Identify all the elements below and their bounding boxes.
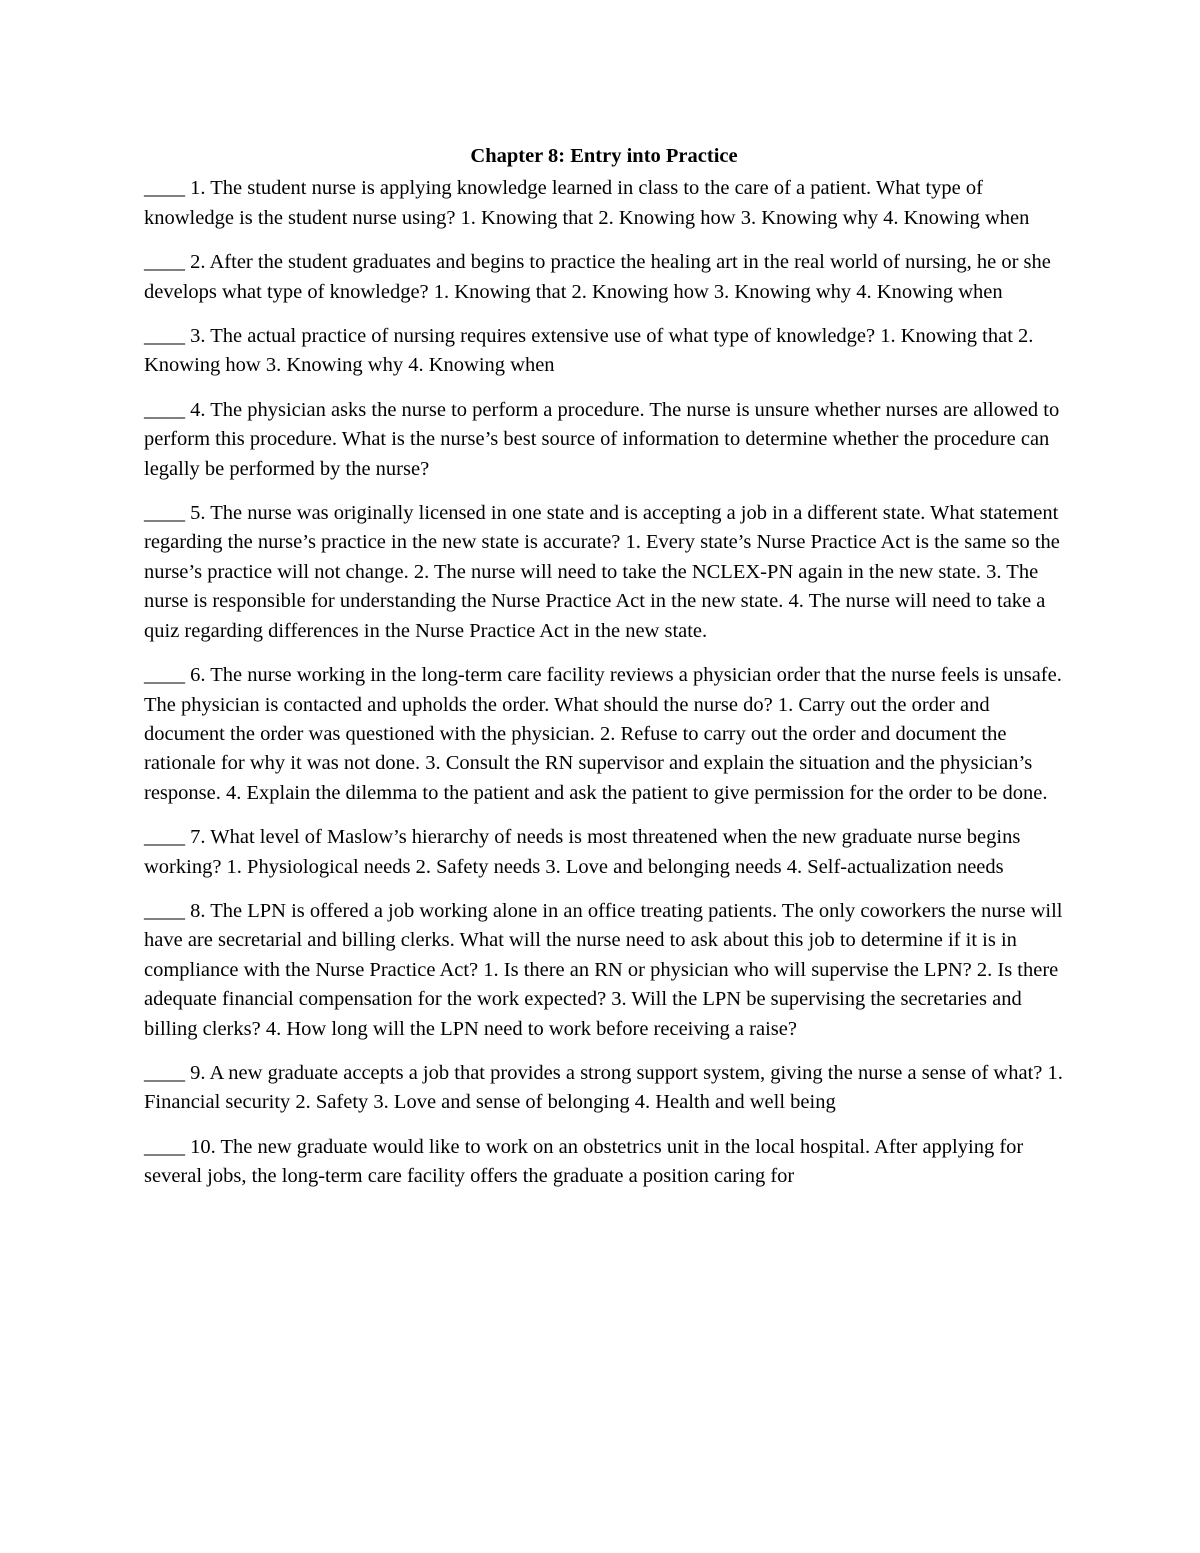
question-2: ____ 2. After the student graduates and begins to practice the healing art in the real world of nursing, he or she develops what type of knowledge? 1. Knowing that 2. Knowing how 3. Knowing why 4. Knowing when	[144, 251, 1051, 303]
question-8: ____ 8. The LPN is offered a job working alone in an office treating patients. The only coworkers the nurse will have are secretarial and billing clerks. What will the nurse need to ask about this job to determine if it is in compliance with the Nurse Practice Act? 1. Is there an RN or physician who will supervise the LPN? 2. Is there adequate financial compensation for the work expected? 3. Will the LPN be supervising the secretaries and billing clerks? 4. How long will the LPN need to work before receiving a raise?	[144, 899, 1063, 1040]
question-6: ____ 6. The nurse working in the long-term care facility reviews a physician order that the nurse feels is unsafe. The physician is contacted and upholds the order. What should the nurse do? 1. Carry out the order and document the order was questioned with the physician. 2. Refuse to carry out the order and document the rationale for why it was not done. 3. Consult the RN supervisor and explain the situation and the physician’s response. 4. Explain the dilemma to the patient and ask the patient to give permission for the order to be done.	[144, 664, 1062, 804]
question-9: ____ 9. A new graduate accepts a job that provides a strong support system, giving the nurse a sense of what? 1. Financial security 2. Safety 3. Love and sense of belonging 4. Health and well being	[144, 1061, 1063, 1114]
question-7: ____ 7. What level of Maslow’s hierarchy of needs is most threatened when the new graduate nurse begins working? 1. Physiological needs 2. Safety needs 3. Love and belonging needs 4. Self-actualization needs	[144, 826, 1021, 878]
question-3: ____ 3. The actual practice of nursing requires extensive use of what type of knowledge? 1. Knowing that 2. Knowing how 3. Knowing why 4. Knowing when	[144, 325, 1034, 377]
document-body	[144, 138, 1064, 1207]
question-5: ____ 5. The nurse was originally licensed in one state and is accepting a job in a different state. What statement regarding the nurse’s practice in the new state is accurate? 1. Every state’s Nurse Practice Act is the same so the nurse’s practice will not change. 2. The nurse will need to take the NCLEX-PN again in the new state. 3. The nurse is responsible for understanding the Nurse Practice Act in the new state. 4. The nurse will need to take a quiz regarding differences in the Nurse Practice Act in the new state.	[144, 502, 1060, 642]
question-10: ____ 10. The new graduate would like to work on an obstetrics unit in the local hospital. After applying for several jobs, the long-term care facility offers the graduate a position caring for	[144, 1135, 1024, 1188]
question-1: ____ 1. The student nurse is applying knowledge learned in class to the care of a patient. What type of knowledge is the student nurse using? 1. Knowing that 2. Knowing how 3. Knowing why 4. Knowing when	[144, 177, 1030, 229]
page-title: Chapter 8: Entry into Practice	[470, 145, 738, 167]
question-4: ____ 4. The physician asks the nurse to perform a procedure. The nurse is unsure whether nurses are allowed to perform this procedure. What is the nurse’s best source of information to determine whether the procedure can legally be performed by the nurse?	[144, 398, 1060, 480]
